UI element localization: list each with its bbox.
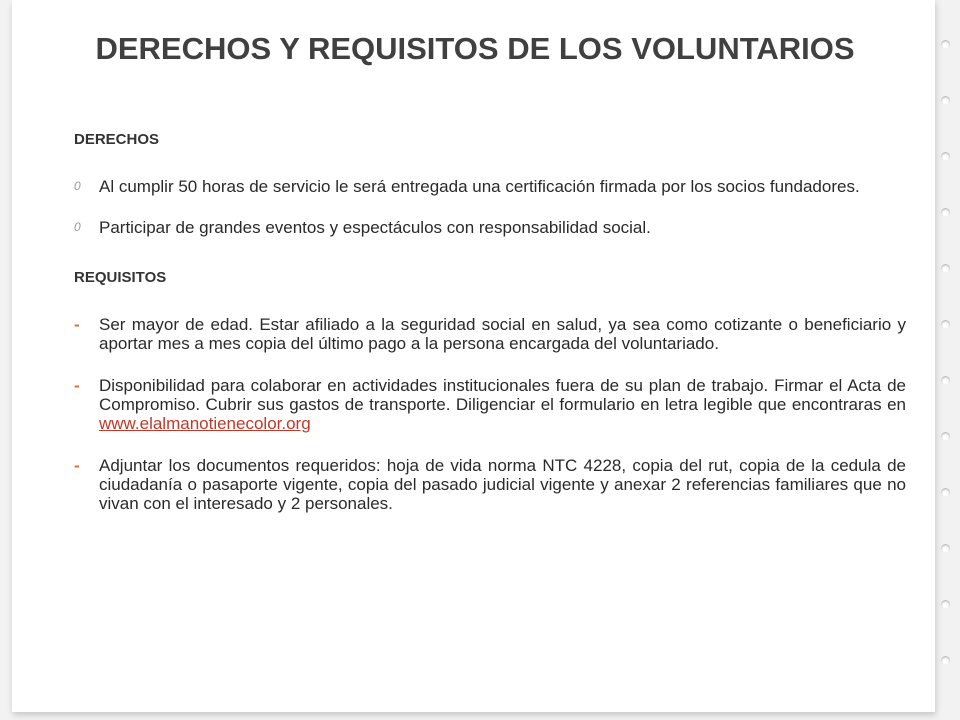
bullet-zero-icon: 0: [74, 220, 81, 234]
requisitos-item-text: Adjuntar los documentos requeridos: hoja de vida norma NTC 4228, copia del rut, copia de la cedula de ciudadanía o pasaporte vigente, copia del pasado judicial vigente y anexar 2 referencias familiares que no vivan con el interesado y 2 personales.: [99, 456, 906, 513]
requisitos-item-text: Ser mayor de edad. Estar afiliado a la seguridad social en salud, ya sea como cotizante o beneficiario y aportar mes a mes copia del último pago a la persona encargada del voluntariado.: [99, 315, 906, 353]
binder-ring-icon: [941, 544, 950, 553]
bullet-dash-icon: -: [74, 315, 80, 334]
requisitos-item: [74, 376, 906, 433]
binder-ring-icon: [941, 152, 950, 161]
binder-ring-icon: [941, 488, 950, 497]
binder-ring-icon: [941, 40, 950, 49]
requisitos-item: [74, 456, 906, 513]
derechos-item-text: Participar de grandes eventos y espectáculos con responsabilidad social.: [99, 218, 651, 237]
derechos-item-text: Al cumplir 50 horas de servicio le será entregada una certificación firmada por los socios fundadores.: [99, 177, 860, 196]
binder-ring-icon: [941, 376, 950, 385]
derechos-heading: DERECHOS: [74, 131, 160, 148]
derechos-item: [74, 218, 906, 237]
slide-title: DERECHOS Y REQUISITOS DE LOS VOLUNTARIOS: [95, 31, 855, 66]
binder-ring-icon: [941, 320, 950, 329]
bullet-dash-icon: -: [74, 456, 80, 475]
binder-ring-icon: [941, 208, 950, 217]
website-link[interactable]: www.elalmanotienecolor.org: [99, 414, 311, 433]
binder-rings: [926, 0, 960, 720]
binder-ring-icon: [941, 96, 950, 105]
binder-ring-icon: [941, 432, 950, 441]
bullet-zero-icon: 0: [74, 179, 81, 193]
bullet-dash-icon: -: [74, 376, 80, 395]
binder-ring-icon: [941, 600, 950, 609]
requisitos-heading: REQUISITOS: [74, 269, 167, 286]
requisitos-item-text: Disponibilidad para colaborar en actividades institucionales fuera de su plan de trabajo. Firmar el Acta de Compromiso. Cubrir sus gastos de transporte. Diligenciar el formulario en letra legible que encontraras en: [99, 376, 906, 414]
binder-ring-icon: [941, 656, 950, 665]
derechos-item: [74, 177, 906, 196]
binder-ring-icon: [941, 264, 950, 273]
slide-content: [74, 130, 906, 513]
requisitos-item: [74, 315, 906, 353]
